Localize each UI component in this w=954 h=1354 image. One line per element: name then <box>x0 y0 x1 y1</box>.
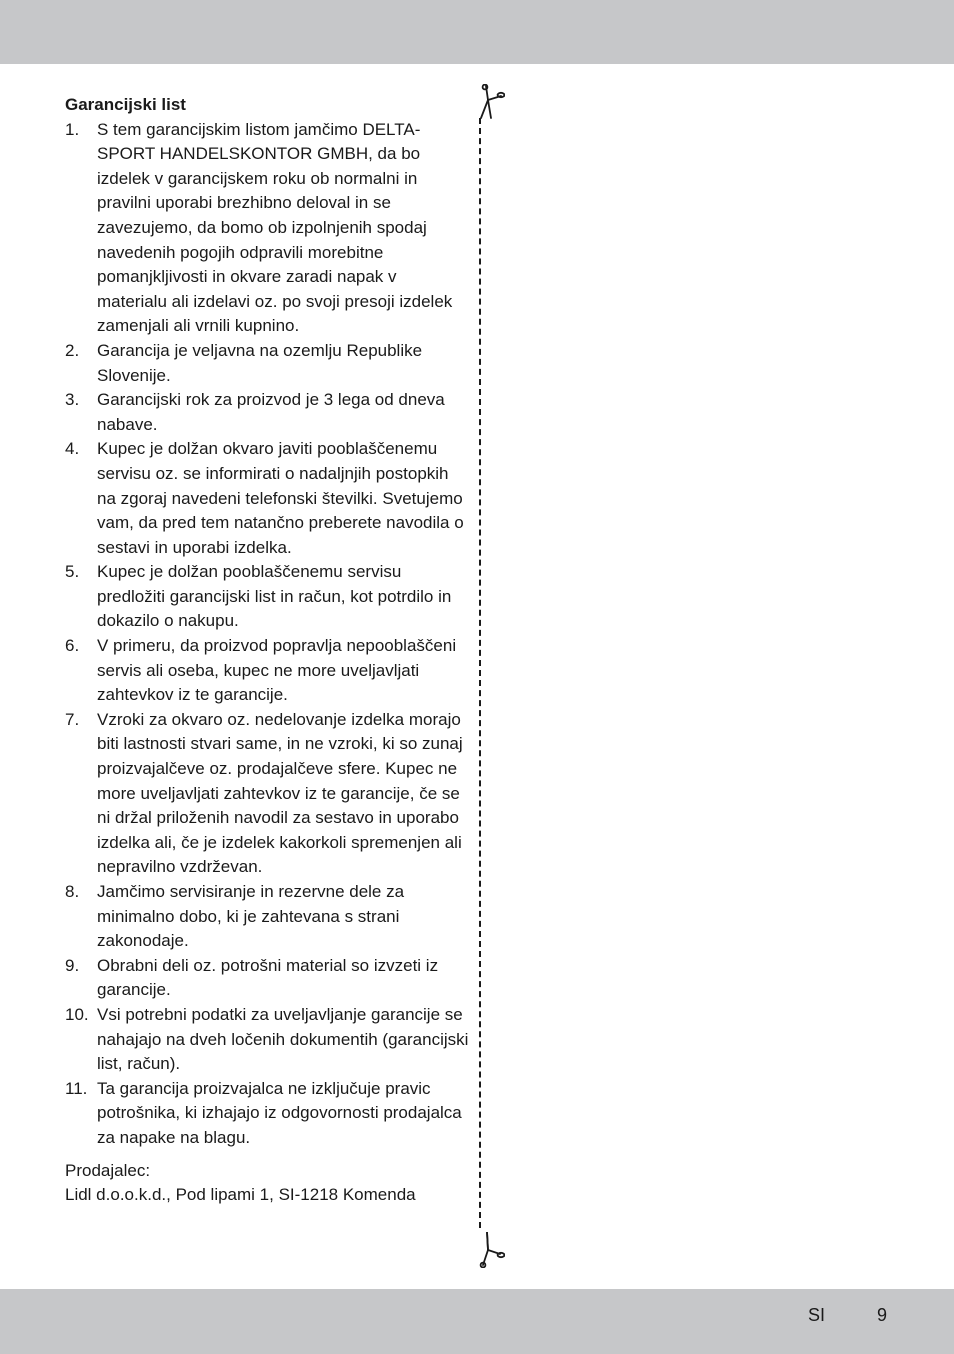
seller-address: Lidl d.o.o.k.d., Pod lipami 1, SI-1218 Komenda <box>65 1185 416 1205</box>
document-title: Garancijski list <box>65 95 186 114</box>
scissors-icon <box>477 84 505 120</box>
list-item: 11. Ta garancija proizvajalca ne izključuje pravic potrošnika, ki izhajajo iz odgovornosti prodajalca za napake na blagu. <box>65 1078 462 1147</box>
list-item: 9. Obrabni deli oz. potrošni material so izvzeti iz garancije. <box>65 955 439 1000</box>
scissors-icon <box>477 1232 505 1268</box>
list-item: 4. Kupec je dolžan okvaro javiti pooblaščenemu servisu oz. se informirati o nadaljnjih postopkih na zgoraj navedeni telefonski številki. Svetujemo vam, da pred tem natančno preberete navodila o sestavi in uporabi izdelka. <box>65 439 464 557</box>
seller-label: Prodajalec: <box>65 1160 151 1180</box>
seller-block <box>65 1159 470 1208</box>
warranty-card <box>65 93 470 1208</box>
language-code: SI <box>808 1305 826 1325</box>
list-item: 3. Garancijski rok za proizvod je 3 lega od dneva nabave. <box>65 390 445 434</box>
list-item: 1. S tem garancijskim listom jamčimo DELTA-SPORT HANDELSKONTOR GMBH, da bo izdelek v garancijskem roku ob normalni in pravilni uporabi brezhibno deloval in se zavezujemo, da bomo ob izpolnjenih spodaj navedenih pogojih odpravili morebitne pomanjkljivosti in okvare zaradi napak v materialu ali izdelavi oz. po svoji presoji izdelek zamenjali ali vrnili kupnino. <box>65 119 453 336</box>
header-bar <box>0 0 954 64</box>
list-item: 8. Jamčimo servisiranje in rezervne dele za minimalno dobo, ki je zahtevana s strani zakonodaje. <box>65 882 405 951</box>
cut-line <box>479 118 481 1228</box>
list-item: 7. Vzroki za okvaro oz. nedelovanje izdelka morajo biti lastnosti stvari same, in ne vzroki, ki so zunaj proizvajalčeve oz. prodajalčeve sfere. Kupec ne more uveljavljati zahtevkov iz te garancije, če se ni držal priloženih navodil za sestavo in uporabo izdelka ali, če je izdelek kakorkoli spremenjen ali nepravilno vzdrževan. <box>65 709 463 877</box>
list-item: 10. Vsi potrebni podatki za uveljavljanje garancije se nahajajo na dveh ločenih dokumentih (garancijski list, račun). <box>65 1004 469 1074</box>
page-number: 9 <box>877 1305 888 1325</box>
list-item: 5. Kupec je dolžan pooblaščenemu servisu predložiti garancijski list in račun, kot potrdilo in dokazilo o nakupu. <box>65 562 452 631</box>
list-item: 2. Garancija je veljavna na ozemlju Republike Slovenije. <box>65 340 423 385</box>
list-item: 6. V primeru, da proizvod popravlja nepooblaščeni servis ali oseba, kupec ne more uveljavljati zahtevkov iz te garancije. <box>65 636 457 705</box>
terms-list <box>65 118 470 1151</box>
